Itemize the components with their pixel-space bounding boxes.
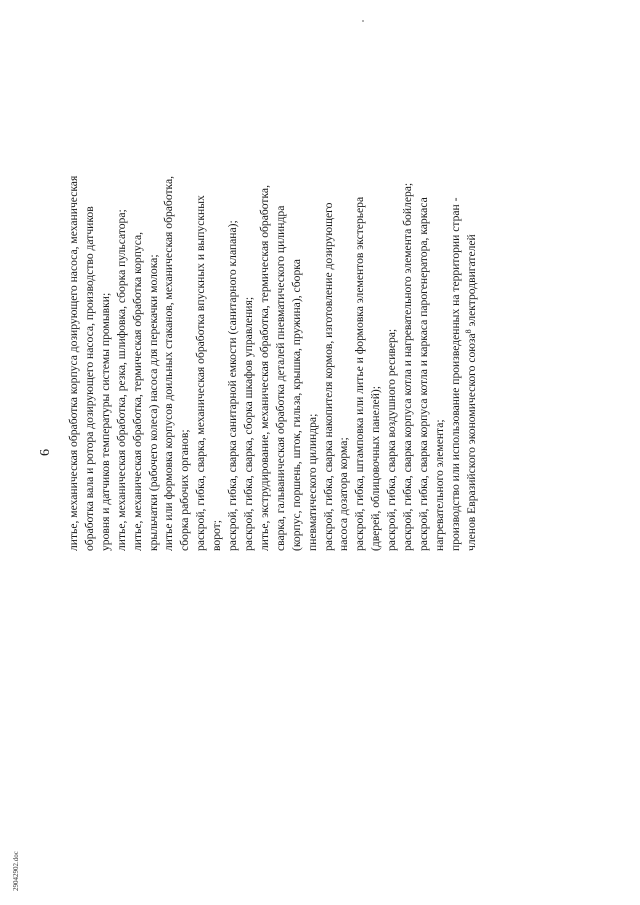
text-line: литье, экструдирование, механическая обработка, термическая обработка, xyxy=(257,185,271,551)
last-line-start: членов Евразийского экономического союза xyxy=(464,333,478,551)
text-line: нагревательного элемента; xyxy=(432,419,446,551)
text-line: раскрой, гибка, сварка корпуса котла и каркаса парогенератора, каркаса xyxy=(416,197,430,551)
footnote-marker: 8 xyxy=(463,329,473,334)
text-line: сварка, гальваническая обработка деталей пневматического цилиндра xyxy=(273,205,287,551)
text-line: раскрой, гибка, сварка воздушного ресивера; xyxy=(385,328,399,551)
text-line-last xyxy=(464,0,480,551)
text-line: литье, механическая обработка корпуса дозирующего насоса, механическая xyxy=(67,175,80,551)
text-line: ворот; xyxy=(210,520,224,551)
last-line-end: электродвигателей xyxy=(464,234,478,330)
text-line: литье или формовка корпусов доильных стаканов, механическая обработка, xyxy=(162,175,176,551)
text-line: раскрой, гибка, сварка, механическая обработка впускных и выпускных xyxy=(194,195,208,551)
text-line: сборка рабочих органов; xyxy=(178,429,192,551)
document-body xyxy=(66,0,480,551)
document-filename: 29042902.doc xyxy=(12,851,20,891)
text-line: уровня и датчиков температуры системы промывки; xyxy=(98,292,112,551)
text-line: литье, механическая обработка, резка, шлифовка, сборка пульсатора; xyxy=(114,209,128,551)
text-line: (дверей, облицовочных панелей); xyxy=(369,386,383,551)
text-line: производство или использование произведенных на территории стран - xyxy=(448,197,462,551)
text-line: раскрой, гибка, сварка санитарной емкости (санитарного клапана); xyxy=(226,220,240,551)
text-line: крыльчатки (рабочего колеса) насоса для перекачки молока; xyxy=(146,254,160,551)
text-line: раскрой, гибка, сварка накопителя кормов, изготовление дозирующего xyxy=(321,202,335,551)
text-line: раскрой, гибка, сварка, сборка шкафов управления; xyxy=(241,296,255,551)
page-number: 6 xyxy=(38,449,53,456)
text-line: литье, механическая обработка, термическая обработка корпуса, xyxy=(130,231,144,551)
text-line: раскрой, гибка, сварка корпуса котла и нагревательного элемента бойлера; xyxy=(401,182,415,551)
text-line: насоса дозатора корма; xyxy=(337,437,351,551)
text-line: раскрой, гибка, штамповка или литье и формовка элементов экстерьера xyxy=(353,196,367,551)
text-line: пневматического цилиндра; xyxy=(305,413,319,551)
text-line: обработка вала и ротора дозирующего насоса, производство датчиков xyxy=(82,206,96,551)
scan-artifact xyxy=(362,20,364,22)
text-line: (корпус, поршень, шток, гильза, крышка, пружина), сборка xyxy=(289,259,303,551)
